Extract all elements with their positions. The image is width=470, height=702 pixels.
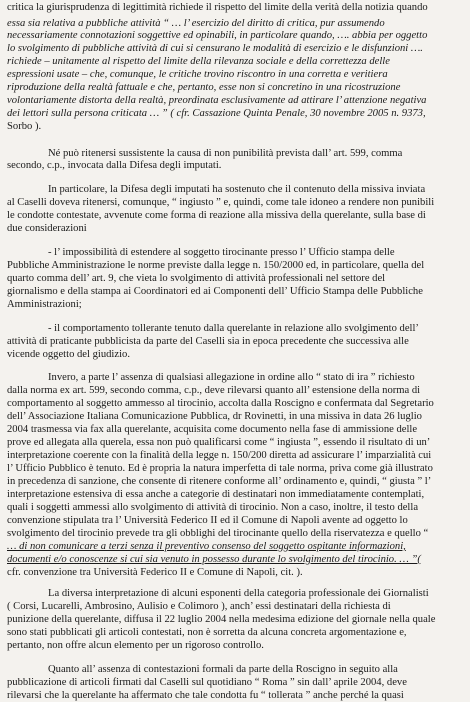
text-line: ( Corsi, Lucarelli, Ambrosino, Aulisio e Colimoro ), anch’ essi destinatari della richiesta di (7, 601, 391, 612)
text-line: - il comportamento tollerante tenuto dalla querelante in relazione allo svolgimento dell’ (48, 323, 419, 334)
text-line: La diversa interpretazione di alcuni esponenti della categoria professionale dei Giornalisti (48, 588, 429, 599)
text-line: dell’ Associazione Italiana Comunicazione Pubblica, dr Rovinetti, in una missiva in data 26 luglio (7, 411, 422, 422)
text-line: Pubbliche Amministrazione le norme previste dalla legge n. 150/2000 ed, in particolare, quella del (7, 260, 425, 271)
text-line: svolgimento del tirocinio prevede tra gli obblighi del tirocinante quello della riservatezza e quello “ (7, 528, 429, 539)
text-line: giornalismo e della stampa ai Coordinatori ed ai Componenti dell’ Ufficio Stampa delle Pubbliche (7, 286, 423, 297)
text-line: interpretazione estensiva di essa anche a categorie di destinatari non immediatamente contemplati, (7, 489, 425, 500)
text-line: le condotte contestate, avvenute come forma di reazione alla missiva della querelante, sulla base di (7, 210, 426, 221)
text-line: comportamento al soggetto ammesso al tirocinio, accolta dalla Roscigno e confermata dal Segretario (7, 398, 434, 409)
text-line: convenzione stipulata tra l’ Università Federico II ed il Comune di Napoli avente ad oggetto lo (7, 515, 408, 526)
text-line: essa sia relativa a pubbliche attività “ … l’ esercizio del diritto di critica, pur assumendo (7, 18, 385, 29)
text-line: espressioni usate – che, comunque, le critiche trovino riscontro in una corretta e veritiera (7, 69, 388, 80)
text-line: volontariamente distorta della realtà, preordinata esclusivamente ad attirare l’ attenzione negativa (7, 95, 427, 106)
text-line: pubblicazione di articoli firmati dal Caselli sul quotidiano “ Roma ” sin dall’ aprile 2004, deve (7, 677, 407, 688)
text-line: secondo, c.p., invocata dalla Difesa degli imputati. (7, 160, 222, 171)
text-line: richiede – unitamente al rispetto del limite della rilevanza sociale e della correttezza delle (7, 56, 390, 67)
text-line: documenti e/o conoscenze si cui sia venuto in possesso durante lo svolgimento del tirocinio. … ”( (7, 554, 421, 565)
text-line: quarto comma dell’ art. 9, che vieta lo svolgimento di attività professionali nel settore del (7, 273, 386, 284)
text-line: … di non comunicare a terzi senza il preventivo consenso del soggetto ospitante informazioni, (7, 541, 406, 552)
text-line: 2004 trasmessa via fax alla querelante, acquisita come documento nella fase di ammissione delle (7, 424, 418, 435)
text-line: critica la giurisprudenza di legittimità richiede il rispetto del limite della verità della notizia quando (7, 2, 428, 13)
text-line: interpretazione coerente con la finalità della legge n. 150/200 diretta ad assicurare l’ imparzialità cui (7, 450, 432, 461)
text-line: Invero, a parte l’ assenza di qualsiasi allegazione in ordine allo “ stato di ira ” richiesto (48, 372, 415, 383)
text-line: rilevarsi che la querelante ha affermato che tale condotta fu “ tollerata ” anche perché la quasi (7, 690, 404, 701)
text-line: pertanto, non offre alcun elemento per un rigoroso controllo. (7, 640, 264, 651)
text-line: dei lettori sulla persona criticata … ” ( cfr. Cassazione Quinta Penale, 30 novembre 2005 n. 9373, (7, 108, 426, 119)
text-line: sono stati pubblicati gli articoli contestati, non è sorretta da alcuna concreta argomentazione e, (7, 627, 407, 638)
text-line: prove ed allegata alla querela, essa non può qualificarsi come “ ingiusta ”, essendo il risultato di un’ (7, 437, 431, 448)
text-line: cfr. convenzione tra Università Federico II e Comune di Napoli, cit. ). (7, 567, 303, 578)
text-line: attività di praticante pubblicista da parte del Caselli sia in epoca precedente che successiva alle (7, 336, 409, 347)
text-line: Amministrazioni; (7, 299, 82, 310)
text-line: Sorbo ). (7, 121, 42, 132)
text-line: dalla norma ex art. 599, secondo comma, c.p., deve rilevarsi quanto all’ estensione della norma di (7, 385, 421, 396)
text-line: quali i soggetti ammessi allo svolgimento di attività di tirocinio. Non a caso, inoltre, il testo della (7, 502, 419, 513)
text-line: necessariamente connotazioni soggettive ed opinabili, in particolare quando, …. abbia per oggetto (7, 30, 428, 41)
text-line: - l’ impossibilità di estendere al soggetto tirocinante presso l’ Ufficio stampa delle (48, 247, 395, 258)
text-line: Quanto all’ assenza di contestazioni formali da parte della Roscigno in seguito alla (48, 664, 398, 675)
text-line: due considerazioni (7, 223, 87, 234)
text-line: In particolare, la Difesa degli imputati ha sostenuto che il contenuto della missiva inviata (48, 184, 426, 195)
text-line: al Caselli doveva ritenersi, comunque, “ ingiusto ” e, quindi, come tale idoneo a rendere non punibili (7, 197, 435, 208)
text-line: vicende oggetto del giudizio. (7, 349, 130, 360)
text-line: lo svolgimento di pubbliche attività di cui si censurano le modalità di esercizio e le disfunzioni …. (7, 43, 423, 54)
text-line: punizione della querelante, diffusa il 22 luglio 2004 nella medesima edizione del giornale nella quale (7, 614, 436, 625)
text-line: in precedenza di sanzione, che consente di ritenere conforme all’ ordinamento e, quindi, “ giusta ” l’ (7, 476, 432, 487)
text-line: l’ Ufficio Pubblico è tenuto. Ed è propria la natura imperfetta di tale norma, priva come già illustrato (7, 463, 433, 474)
text-line: riproduzione della realtà fattuale e che, pertanto, esse non si concretino in una ricostruzione (7, 82, 401, 93)
text-line: Né può ritenersi sussistente la causa di non punibilità prevista dall’ art. 599, comma (48, 148, 403, 159)
